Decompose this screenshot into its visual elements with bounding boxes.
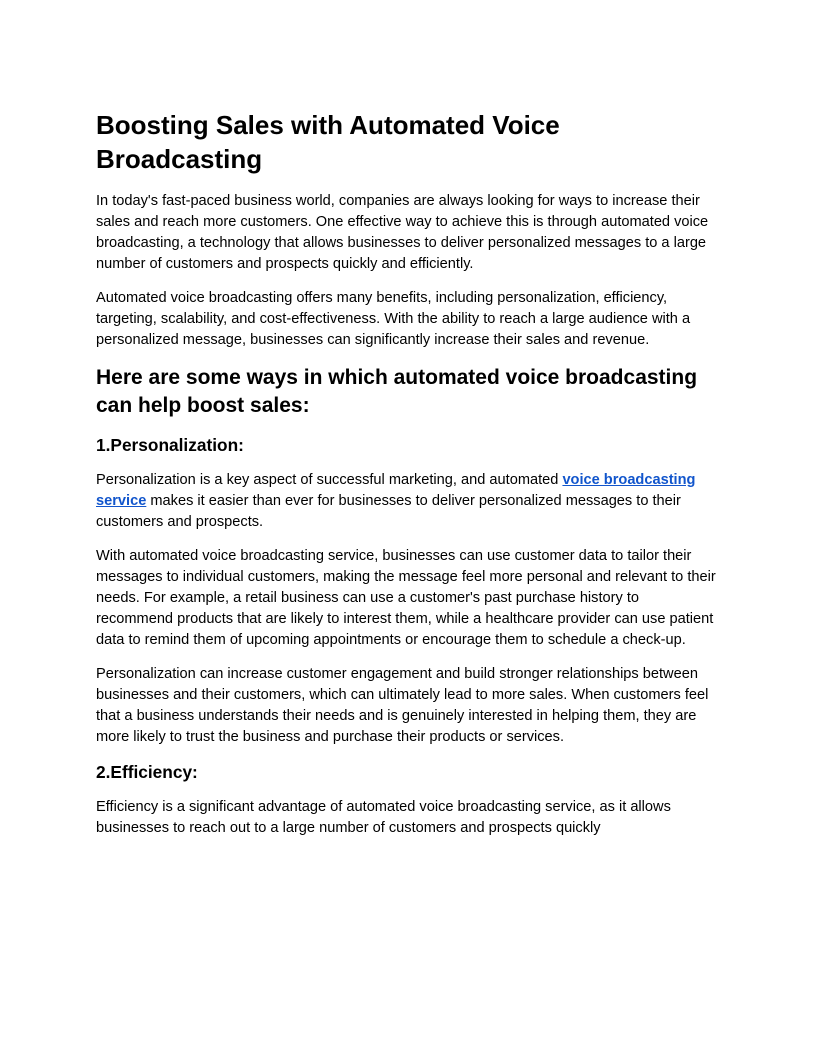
- voice-broadcasting-service-link[interactable]: voice broadcasting service: [96, 472, 696, 509]
- personalization-text-before-link: Personalization is a key aspect of successful marketing, and automated: [96, 472, 563, 488]
- efficiency-paragraph-1: Efficiency is a significant advantage of automated voice broadcasting service, as it allows businesses to reach out to a large number of customers and prospects quickly: [96, 799, 671, 836]
- section-heading: Here are some ways in which automated voice broadcasting can help boost sales:: [96, 366, 698, 417]
- document-page: [96, 108, 720, 852]
- personalization-paragraph-2: With automated voice broadcasting service, businesses can use customer data to tailor their messages to individual customers, making the message feel more personal and relevant to their needs. For example, a retail business can use a customer's past purchase history to recommend products that are likely to interest them, while a healthcare provider can use patient data to remind them of upcoming appointments or encourage them to schedule a check-up.: [96, 548, 716, 648]
- personalization-paragraph-3: Personalization can increase customer engagement and build stronger relationships between businesses and their customers, which can ultimately lead to more sales. When customers feel that a business understands their needs and is genuinely interested in helping them, they are more likely to trust the business and purchase their products or services.: [96, 666, 709, 745]
- personalization-paragraph-1: [96, 470, 720, 533]
- intro-paragraph-2: Automated voice broadcasting offers many benefits, including personalization, efficiency, targeting, scalability, and cost-effectiveness. With the ability to reach a large audience with a personalized message, businesses can significantly increase their sales and revenue.: [96, 290, 691, 348]
- intro-paragraph-1: In today's fast-paced business world, companies are always looking for ways to increase their sales and reach more customers. One effective way to achieve this is through automated voice broadcasting, a technology that allows businesses to deliver personalized messages to a large number of customers and prospects quickly and efficiently.: [96, 193, 709, 272]
- personalization-text-after-link: makes it easier than ever for businesses to deliver personalized messages to their customers and prospects.: [96, 493, 681, 530]
- efficiency-heading: 2.Efficiency:: [96, 762, 198, 782]
- document-title: Boosting Sales with Automated Voice Broadcasting: [96, 110, 560, 174]
- personalization-heading: 1.Personalization:: [96, 435, 244, 455]
